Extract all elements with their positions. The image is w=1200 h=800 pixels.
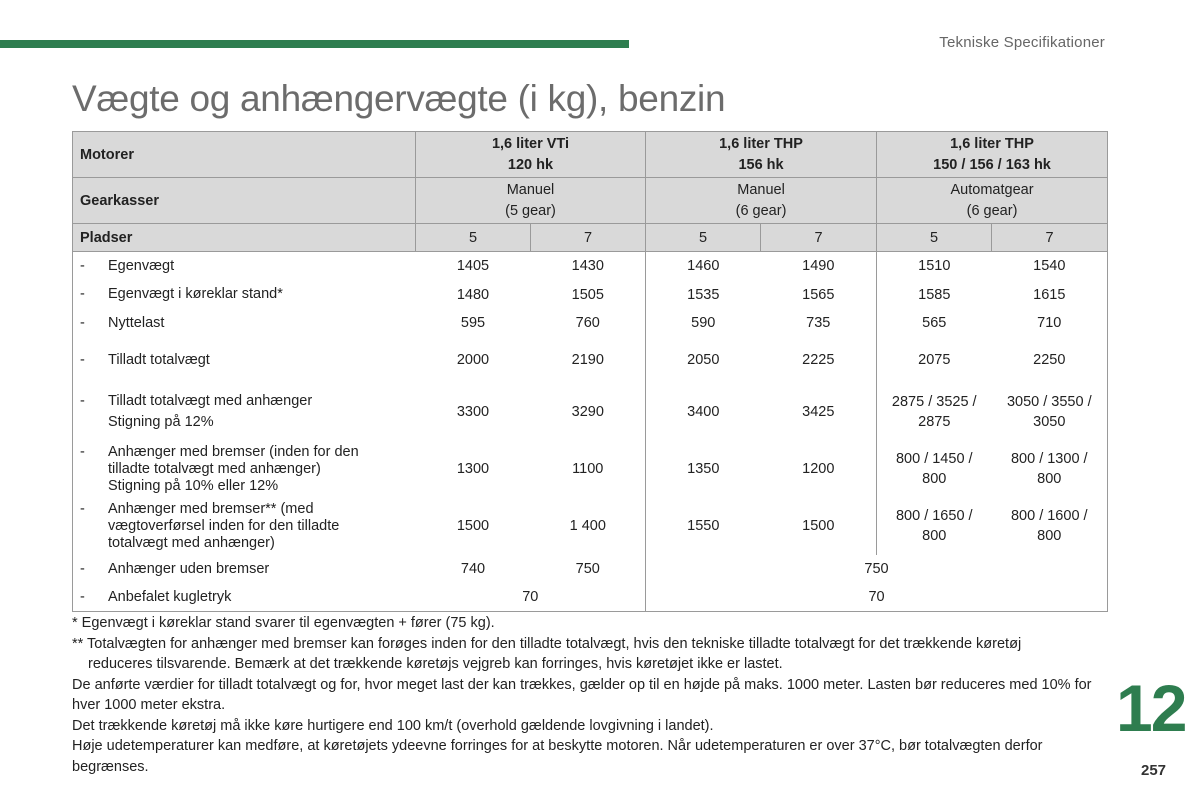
- cell-value: 3050 / 3550 / 3050: [1006, 393, 1092, 430]
- cell-value: 3400: [687, 403, 720, 420]
- cell-value: 800 / 1450 / 800: [895, 451, 973, 487]
- gearbox-row: [73, 178, 1108, 224]
- seat-count: 7: [761, 224, 877, 252]
- cell-value: 1300: [456, 461, 490, 477]
- cell-value: 1480: [456, 286, 490, 303]
- cell-value: 1510: [918, 258, 951, 275]
- cell-value: 3290: [531, 383, 646, 441]
- gearbox-header: Automatgear (6 gear): [877, 178, 1108, 224]
- cell-value: 710: [1037, 315, 1062, 331]
- row-label: - Anbefalet kugletryk: [80, 588, 232, 605]
- table-row: [73, 338, 1108, 383]
- header-accent-bar: [0, 40, 629, 48]
- row-label: - Anhænger med bremser (inden for den tilladte totalvægt med anhænger) Stigning på 10% eller 12%: [80, 443, 359, 494]
- cell-value: 1 400: [531, 498, 646, 555]
- weights-table: [72, 131, 1108, 612]
- footnote: reduceres tilsvarende. Bemærk at det trækkende køretøjs vejgreb kan forringes, hvis køretøjet ikke er lastet.: [88, 656, 783, 672]
- cell-value: 565: [922, 315, 947, 331]
- motor-row: [73, 132, 1108, 178]
- cell-value: 595: [460, 315, 486, 331]
- section-label: Tekniske Specifikationer: [939, 34, 1105, 51]
- seat-count: 5: [877, 224, 992, 252]
- seat-count: 5: [416, 224, 531, 252]
- footnotes: [72, 613, 1112, 777]
- gearbox-header: Manuel (5 gear): [416, 178, 646, 224]
- cell-value: 1550: [687, 518, 720, 534]
- row-label: - Tilladt totalvægt: [80, 351, 210, 368]
- cell-value: 800 / 1600 / 800: [1010, 508, 1088, 544]
- table-row: [73, 441, 1108, 498]
- cell-value: 1500: [761, 498, 877, 555]
- seat-count: 7: [992, 224, 1108, 252]
- table-row: [73, 252, 1108, 281]
- table-row: [73, 584, 1108, 612]
- cell-value: 70: [416, 584, 646, 612]
- table-row: [73, 383, 1108, 441]
- cell-value: 740: [460, 561, 486, 577]
- row-label: - Anhænger med bremser** (med vægtoverførsel inden for den tilladte totalvægt med anhænger): [80, 500, 340, 551]
- seats-label: Pladser: [73, 224, 416, 252]
- motor-label: Motorer: [73, 132, 416, 178]
- cell-value: 1500: [456, 518, 490, 534]
- table-row: [73, 555, 1108, 584]
- row-label: - Anhænger uden bremser: [80, 560, 270, 577]
- gearbox-header: Manuel (6 gear): [646, 178, 877, 224]
- row-label: - Egenvægt i køreklar stand*: [80, 286, 283, 302]
- cell-value: 1540: [1033, 258, 1066, 275]
- gearbox-label: Gearkasser: [73, 178, 416, 224]
- cell-value: 70: [868, 589, 885, 606]
- motor-header: 1,6 liter THP 156 hk: [646, 132, 877, 178]
- cell-value: 2075: [918, 352, 951, 368]
- row-label: - Egenvægt: [80, 257, 175, 274]
- cell-value: 1100: [531, 441, 646, 498]
- cell-value: 800 / 1300 / 800: [1010, 451, 1088, 487]
- cell-value: 1535: [687, 286, 720, 303]
- cell-value: 750: [864, 561, 889, 577]
- cell-value: 1350: [687, 461, 720, 477]
- cell-value: 1200: [761, 441, 877, 498]
- cell-value: 2250: [1033, 352, 1066, 368]
- table-row: [73, 281, 1108, 309]
- cell-value: 2225: [761, 338, 877, 383]
- cell-value: 590: [691, 315, 716, 331]
- cell-value: 1505: [531, 281, 646, 309]
- cell-value: 3425: [761, 383, 877, 441]
- cell-value: 1585: [918, 286, 951, 303]
- footnote: Høje udetemperaturer kan medføre, at køretøjets ydeevne forringes for at beskytte motoren. Når udetemperaturen er over 37°C, bør totalvægten derfor begrænses.: [72, 738, 1043, 775]
- cell-value: 800 / 1650 / 800: [895, 508, 973, 544]
- cell-value: 1565: [761, 281, 877, 309]
- chapter-number: 12: [1116, 671, 1186, 745]
- page-title: Vægte og anhængervægte (i kg), benzin: [72, 78, 726, 119]
- cell-value: 750: [531, 555, 646, 584]
- cell-value: 1430: [531, 252, 646, 281]
- seat-count: 7: [531, 224, 646, 252]
- cell-value: 2050: [687, 352, 720, 368]
- cell-value: 1615: [1033, 286, 1066, 303]
- seat-count: 5: [646, 224, 761, 252]
- cell-value: 1405: [456, 258, 490, 275]
- cell-value: 2190: [531, 338, 646, 383]
- cell-value: 2875 / 3525 / 2875: [891, 393, 977, 430]
- seats-row: [73, 224, 1108, 252]
- row-label: - Nyttelast: [80, 314, 165, 331]
- cell-value: 1460: [687, 258, 720, 275]
- cell-value: 3300: [456, 403, 490, 420]
- row-label: - Tilladt totalvægt med anhænger Stigning på 12%: [80, 392, 313, 430]
- motor-header: 1,6 liter VTi 120 hk: [416, 132, 646, 178]
- footnote: ** Totalvægten for anhænger med bremser kan forøges inden for den tilladte totalvægt, hvis den tekniske tilladte totalvægt for det trækkende køretøj: [72, 635, 1022, 652]
- footnote: Det trækkende køretøj må ikke køre hurtigere end 100 km/t (overhold gældende lovgivning i landet).: [72, 717, 714, 734]
- page-number: 257: [1141, 762, 1167, 779]
- footnote: * Egenvægt i køreklar stand svarer til egenvægten + fører (75 kg).: [72, 615, 495, 631]
- cell-value: 2000: [456, 352, 490, 368]
- cell-value: 735: [761, 309, 877, 338]
- table-row: [73, 498, 1108, 555]
- footnote: De anførte værdier for tilladt totalvægt og for, hvor meget last der kan trækkes, gælder op til en højde på maks. 1000 meter. Lasten bør reduceres med 10% for hver 1000 meter ekstra.: [72, 676, 1092, 713]
- cell-value: 760: [531, 309, 646, 338]
- table-row: [73, 309, 1108, 338]
- motor-header: 1,6 liter THP 150 / 156 / 163 hk: [877, 132, 1108, 178]
- cell-value: 1490: [761, 252, 877, 281]
